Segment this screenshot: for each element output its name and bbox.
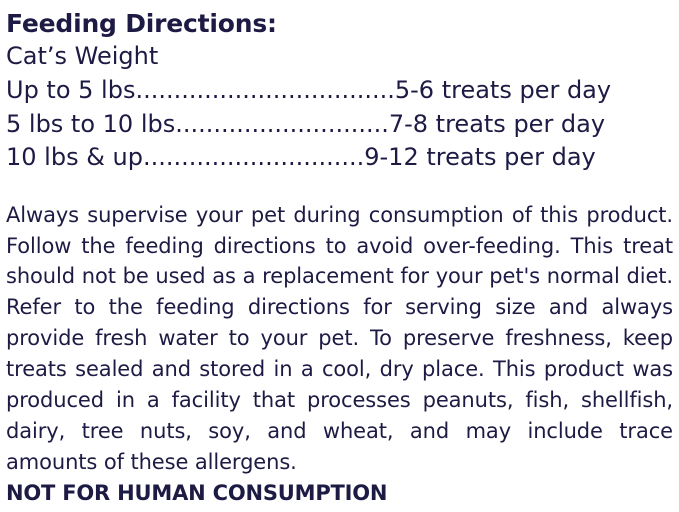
feeding-row-weight: Up to 5 lbs xyxy=(6,76,136,105)
feeding-row-leader-dots: ............................. xyxy=(143,142,365,171)
weight-column-header: Cat’s Weight xyxy=(6,42,159,71)
not-for-human-consumption-notice: NOT FOR HUMAN CONSUMPTION xyxy=(6,480,388,505)
feeding-row-amount: 9-12 treats per day xyxy=(364,142,596,171)
safety-instructions-paragraph: Always supervise your pet during consumption of this product. Follow the feeding directions to avoid over-feeding. This treat should not be used as a replacement for your pet's normal diet. Refer to the feeding directions for serving size and always provide fresh water to your pet. To preserve freshness, keep treats sealed and stored in a cool, dry place. This product was produced in a facility that processes peanuts, fish, shellfish, dairy, tree nuts, soy, and wheat, and may include trace amounts of these allergens. xyxy=(6,202,673,474)
feeding-row xyxy=(6,74,673,107)
feeding-row xyxy=(6,108,673,141)
feeding-row-leader-dots: .................................. xyxy=(135,76,395,105)
feeding-row-weight: 5 lbs to 10 lbs xyxy=(6,109,176,138)
feeding-row xyxy=(6,141,673,174)
feeding-row-weight: 10 lbs & up xyxy=(6,142,143,171)
feeding-row-leader-dots: ............................ xyxy=(175,109,389,138)
feeding-row-amount: 7-8 treats per day xyxy=(388,109,606,138)
page-title: Feeding Directions: xyxy=(6,9,277,38)
feeding-row-amount: 5-6 treats per day xyxy=(394,76,612,105)
